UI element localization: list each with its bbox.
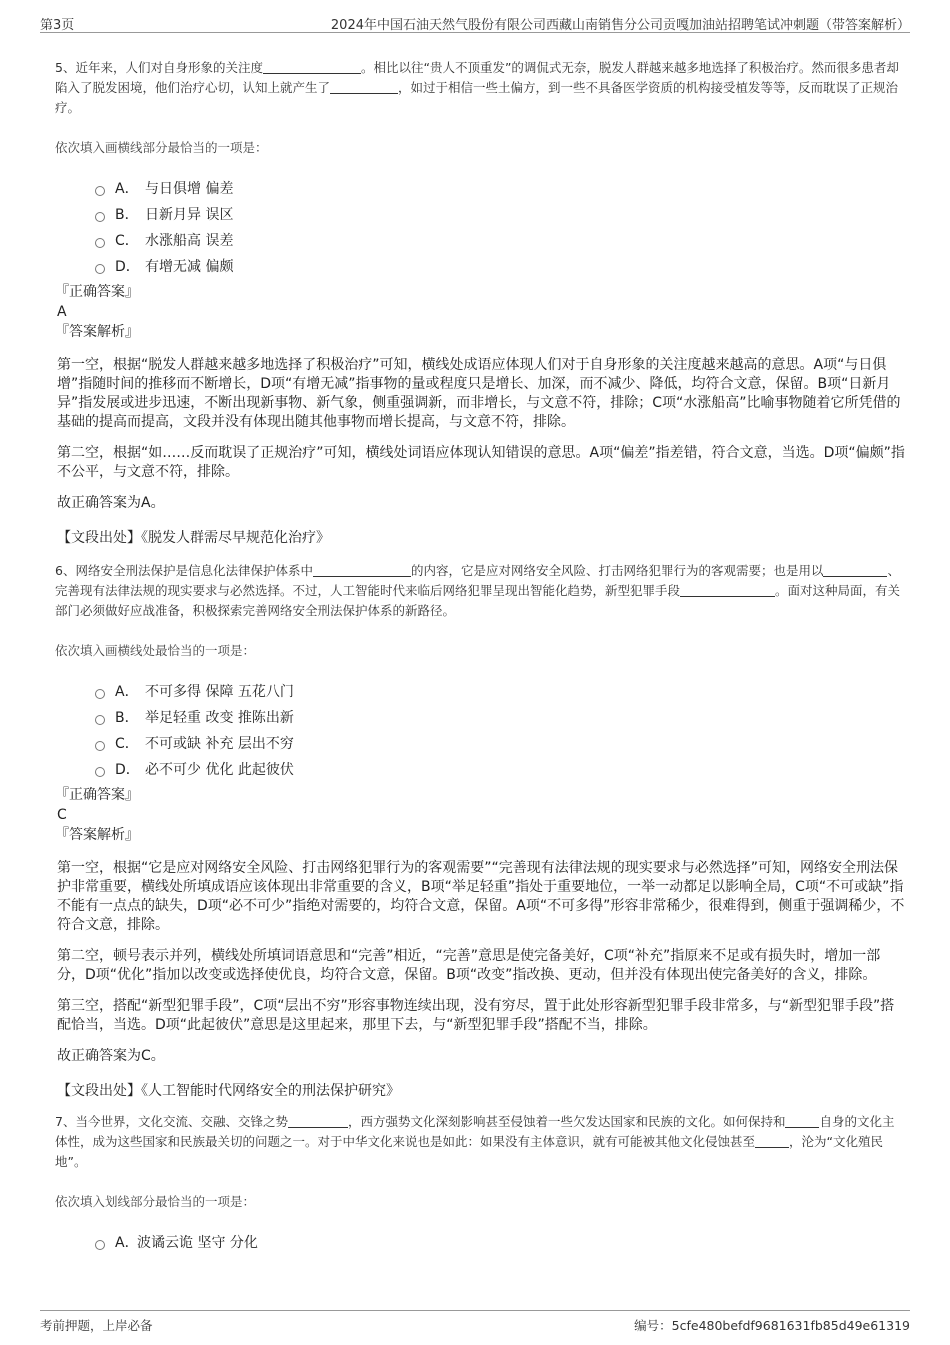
page-content [55, 58, 905, 1256]
radio-icon[interactable] [95, 741, 105, 751]
analysis-label: 『答案解析』 [55, 827, 139, 843]
option-letter: B． [115, 710, 139, 726]
page-footer [40, 1310, 910, 1341]
answer-blank [330, 79, 398, 94]
stem-text: 7、当今世界，文化交流、交融、交锋之势 [55, 1114, 288, 1129]
stem-text: 、完善现有法律法规的现实要求与必然选择。不过，人工智能时代来临后网络犯罪呈现出智能化趋势，新型犯罪手段 [55, 563, 900, 598]
answer-label: 『正确答案』 [55, 787, 139, 803]
option-text: 日新月异 误区 [145, 207, 234, 223]
answer-blank [755, 1133, 789, 1148]
answer-blank [263, 59, 361, 74]
option-letter: A． [115, 1235, 139, 1251]
option-b[interactable] [95, 202, 905, 228]
option-c[interactable] [95, 228, 905, 254]
answer-blank [785, 1113, 819, 1128]
option-d[interactable] [95, 254, 905, 280]
option-a[interactable] [95, 679, 905, 705]
option-letter: A． [115, 181, 139, 197]
radio-icon[interactable] [95, 689, 105, 699]
option-list [95, 679, 905, 783]
option-c[interactable] [95, 731, 905, 757]
radio-icon[interactable] [95, 264, 105, 274]
radio-icon[interactable] [95, 212, 105, 222]
option-text: 波谲云诡 坚守 分化 [137, 1235, 258, 1251]
question-prompt: 依次填入画横线部分最恰当的一项是： [55, 140, 268, 155]
radio-icon[interactable] [95, 238, 105, 248]
option-letter: C． [115, 233, 139, 249]
analysis-conclusion: 故正确答案为C。 [57, 1048, 165, 1064]
analysis-conclusion: 故正确答案为A。 [57, 495, 165, 511]
source-citation: 【文段出处】《人工智能时代网络安全的刑法保护研究》 [57, 1083, 400, 1099]
option-list [95, 176, 905, 280]
radio-icon[interactable] [95, 715, 105, 725]
question-6 [55, 561, 905, 1100]
question-stem [55, 1112, 905, 1172]
option-a[interactable] [95, 1230, 905, 1256]
answer-label: 『正确答案』 [55, 284, 139, 300]
question-prompt: 依次填入划线部分最恰当的一项是： [55, 1194, 256, 1209]
stem-text: 的内容，它是应对网络安全风险、打击网络犯罪行为的客观需要；也是用以 [410, 563, 824, 578]
stem-text: ，沦为“文化殖民地”。 [55, 1134, 883, 1169]
analysis-paragraph: 第三空，搭配“新型犯罪手段”，C项“层出不穷”形容事物连续出现，没有穷尽，置于此处形容新型犯罪手段非常多，与“新型犯罪手段”搭配恰当，当选。D项“此起彼伏”意思是这里起来，那里下去，与“新型犯罪手段”搭配不当，排除。 [57, 998, 895, 1033]
page-number: 第3页 [40, 18, 75, 33]
analysis-label: 『答案解析』 [55, 324, 139, 340]
option-text: 必不可少 优化 此起彼伏 [145, 762, 294, 778]
source-citation: 【文段出处】《脱发人群需尽早规范化治疗》 [57, 530, 330, 546]
stem-text: 6、网络安全刑法保护是信息化法律保护体系中 [55, 563, 313, 578]
document-serial: 编号：5cfe480befdf9681631fb85d49e61319 [634, 1318, 910, 1333]
correct-answer: A [57, 304, 67, 320]
option-text: 不可或缺 补充 层出不穷 [145, 736, 294, 752]
option-text: 不可多得 保障 五花八门 [145, 684, 294, 700]
answer-blank [680, 582, 775, 597]
option-letter: B． [115, 207, 139, 223]
option-list [95, 1230, 905, 1256]
stem-text: 5、近年来，人们对自身形象的关注度 [55, 60, 263, 75]
option-text: 与日俱增 偏差 [145, 181, 234, 197]
option-text: 有增无减 偏颇 [145, 259, 234, 275]
option-letter: A． [115, 684, 139, 700]
answer-blank [313, 562, 411, 577]
stem-text: 自身的文化主体性，成为这些国家和民族最关切的问题之一。对于中华文化来说也是如此：如果没有主体意识，就有可能被其他文化侵蚀甚至 [55, 1114, 895, 1149]
question-7 [55, 1112, 905, 1256]
option-text: 举足轻重 改变 推陈出新 [145, 710, 294, 726]
option-letter: D． [115, 259, 140, 275]
correct-answer: C [57, 807, 67, 823]
answer-blank [823, 562, 887, 577]
stem-text: ，如过于相信一些土偏方，到一些不具备医学资质的机构接受植发等等，反而耽误了正规治疗。 [55, 80, 899, 115]
option-d[interactable] [95, 757, 905, 783]
radio-icon[interactable] [95, 186, 105, 196]
stem-text: 。相比以往“贵人不顶重发”的调侃式无奈，脱发人群越来越多地选择了积极治疗。然而很多患者却陷入了脱发困境，他们治疗心切，认知上就产生了 [55, 60, 899, 95]
analysis-paragraph: 第一空，根据“脱发人群越来越多地选择了积极治疗”可知，横线处成语应体现人们对于自身形象的关注度越来越高的意思。A项“与日俱增”指随时间的推移而不断增长，D项“有增无减”指事物的量或程度只是增长、加深，而不减少、降低，均符合文意，保留。B项“日新月异”指发展或进步迅速，不断出现新事物、新气象，侧重强调新，而非增长，与文意不符，排除；C项“水涨船高”比喻事物随着它所凭借的基础的提高而提高，文段并没有体现出随其他事物而增长提高，与文意不符，排除。 [57, 357, 901, 430]
page-header [40, 10, 910, 33]
analysis-paragraph: 第二空，根据“如……反而耽误了正规治疗”可知，横线处词语应体现认知错误的意思。A项“偏差”指差错，符合文意，当选。D项“偏颇”指不公平，与文意不符，排除。 [57, 445, 905, 480]
stem-text: ，西方强势文化深刻影响甚至侵蚀着一些欠发达国家和民族的文化。如何保持和 [347, 1114, 786, 1129]
footer-slogan: 考前押题，上岸必备 [40, 1318, 153, 1333]
question-prompt: 依次填入画横线处最恰当的一项是： [55, 643, 256, 658]
question-stem [55, 58, 905, 118]
answer-blank [288, 1113, 348, 1128]
analysis-paragraph: 第一空，根据“它是应对网络安全风险、打击网络犯罪行为的客观需要”“完善现有法律法规的现实要求与必然选择”可知，网络安全刑法保护非常重要，横线处所填成语应该体现出非常重要的含义，B项“举足轻重”指处于重要地位，一举一动都足以影响全局，C项“不可或缺”指不能有一点点的缺失，D项“必不可少”指绝对需要的，均符合文意，保留。A项“不可多得”形容非常稀少，很难得到，侧重于强调稀少，不符合文意，排除。 [57, 860, 905, 933]
stem-text: 。面对这种局面，有关部门必须做好应战准备，积极探索完善网络安全刑法保护体系的新路径。 [55, 583, 901, 618]
option-text: 水涨船高 误差 [145, 233, 234, 249]
radio-icon[interactable] [95, 767, 105, 777]
option-b[interactable] [95, 705, 905, 731]
option-a[interactable] [95, 176, 905, 202]
option-letter: C． [115, 736, 139, 752]
radio-icon[interactable] [95, 1240, 105, 1250]
question-5 [55, 58, 905, 547]
analysis-paragraph: 第二空，顿号表示并列，横线处所填词语意思和“完善”相近，“完善”意思是使完备美好，C项“补充”指原来不足或有损失时，增加一部分，D项“优化”指加以改变或选择使优良，均符合文意，保留。B项“改变”指改换、更动，但并没有体现出使完备美好的含义，排除。 [57, 948, 881, 983]
question-stem [55, 561, 905, 621]
option-letter: D． [115, 762, 140, 778]
document-title: 2024年中国石油天然气股份有限公司西藏山南销售分公司贡嘎加油站招聘笔试冲刺题（带答案解析） [330, 18, 910, 33]
